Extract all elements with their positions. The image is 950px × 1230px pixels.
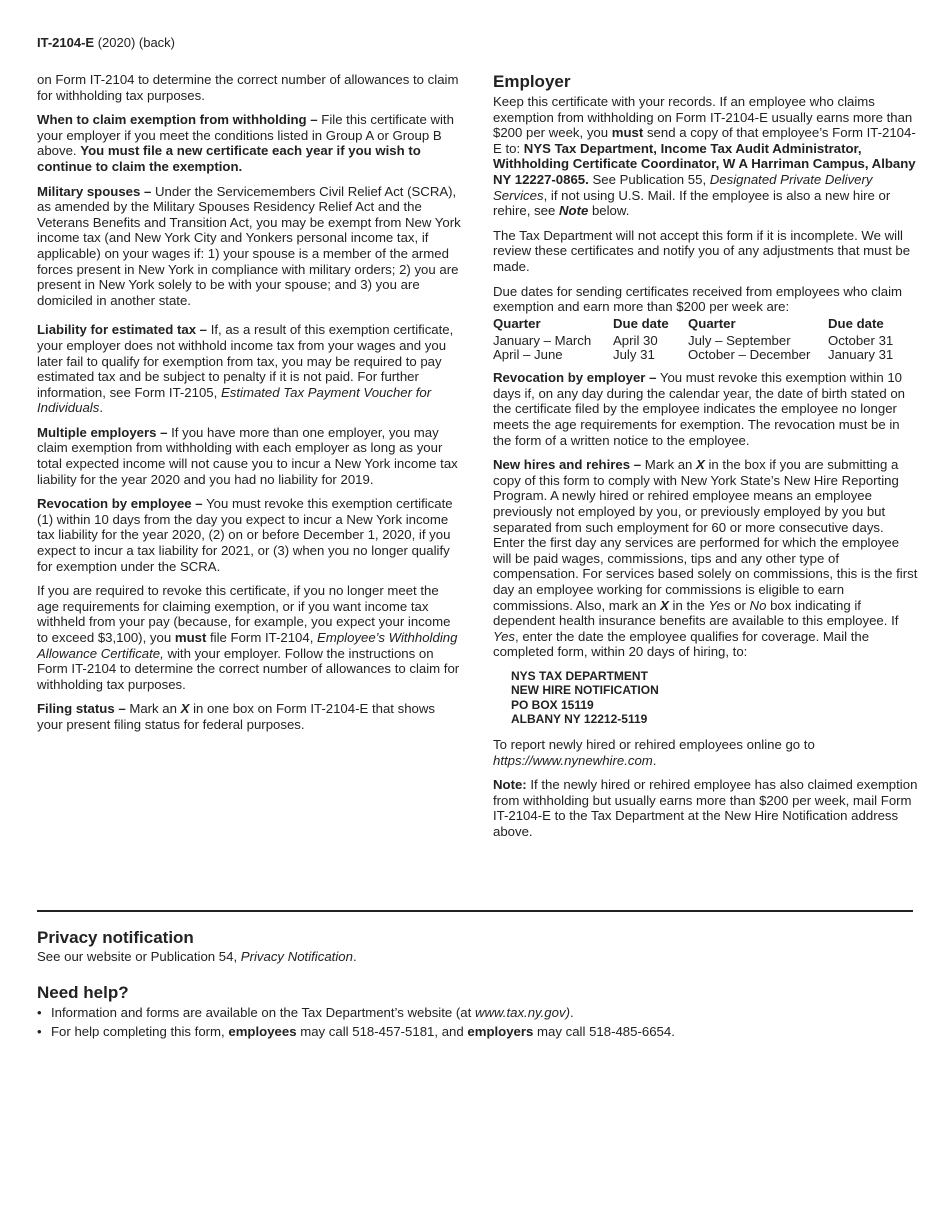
revocation-employee-section <box>37 496 462 574</box>
help-item-1-end: . <box>569 1005 574 1020</box>
col-header-due-date-2: Due date <box>828 315 884 331</box>
employer-must: must <box>611 125 644 141</box>
no-word: No <box>749 597 767 613</box>
new-hires-text-2: in the box if you are submitting a copy of this form to comply with New York State’s New Hire Reporting Program. A newly hired or rehired employee means an employee previously not employed by you, or previously employed by you but separated from such employment for 60 or more consecutive days. Enter the first day any services are performed for which the employee will be paid wages, commissions, tips and any other type of compensation. For services based solely on commissions, this is the first day an employee working for commissions is eligible to earn commissions. Also, mark an <box>493 457 918 613</box>
revocation-employer-label: Revocation by employer – <box>493 370 657 386</box>
new-hires-x-mark-2: X <box>660 597 669 613</box>
liability-end: . <box>99 400 103 416</box>
help-item-1-text: Information and forms are available on the Tax Department’s website (at <box>51 1005 475 1020</box>
when-claim-bold: You must file a new certificate each year if you wish to continue to claim the exemption. <box>37 143 421 174</box>
section-divider <box>37 910 913 912</box>
employer-paragraph <box>493 94 918 219</box>
due-dates-table <box>493 317 918 362</box>
help-item-2-text-1: For help completing this form, <box>51 1024 229 1039</box>
list-item <box>37 1024 913 1040</box>
yes-word: Yes <box>708 597 731 613</box>
table-cell: July – September <box>688 333 791 349</box>
table-cell: April 30 <box>613 333 658 349</box>
online-report-paragraph <box>493 737 918 768</box>
incomplete-paragraph: The Tax Department will not accept this form if it is incomplete. We will review these certificates and notify you of any adjustments that must be made. <box>493 227 911 274</box>
liability-text: If, as a result of this exemption certificate, your employer does not withhold income tax from your wages and you later fail to qualify for exemption from tax, you may be required to pay estimated tax and be subject to penalty if it is not paid. For further information, see Form IT-2105, <box>37 322 454 400</box>
revoke-form-title: Employee’s Withholding Allowance Certificate, <box>37 630 458 661</box>
form-year-side: (2020) (back) <box>94 35 176 50</box>
col-header-due-date-1: Due date <box>613 315 669 331</box>
form-id: IT-2104-E <box>37 35 95 50</box>
revoke-must: must <box>174 630 207 645</box>
filing-status-section <box>37 701 462 732</box>
tax-website-link[interactable]: www.tax.ny.gov) <box>474 1005 570 1020</box>
revoke-text-2: file Form IT-2104, <box>206 630 318 645</box>
filing-label: Filing status – <box>37 701 126 717</box>
military-section <box>37 184 462 309</box>
employer-mail-address: NYS Tax Department, Income Tax Audit Administrator, Withholding Certificate Coordinator, W A Harriman Campus, Albany NY 12227-0865. <box>493 140 916 187</box>
privacy-publication-title: Privacy Notification <box>240 949 353 964</box>
help-item-2-text-3: may call 518-485-6654. <box>533 1024 675 1039</box>
yes-word-2: Yes <box>493 628 515 644</box>
new-hires-text-3: in the <box>668 597 709 613</box>
multiple-employers-section <box>37 425 462 487</box>
table-cell: April – June <box>493 346 563 362</box>
table-cell: July 31 <box>613 346 655 362</box>
help-list <box>37 1005 913 1040</box>
revocation-employer-section <box>493 370 918 448</box>
list-item <box>37 1005 913 1021</box>
privacy-text <box>37 949 913 965</box>
military-text: Under the Servicemembers Civil Relief Act (SCRA), as amended by the Military Spouses Residency Relief Act and the Veterans Benefits and Transition Act, you may be exempt from New York income tax (and New York City and Yonkers personal income tax, if applicable) on your wages if: 1) your spouse is a member of the armed forces present in New York in compliance with military orders; 2) you are present in New York solely to be with your spouse; and 3) you are domiciled in another state. <box>37 183 461 308</box>
new-hires-x-mark: X <box>696 457 705 473</box>
military-label: Military spouses – <box>37 183 152 199</box>
note-label: Note: <box>493 777 527 793</box>
employer-heading: Employer <box>493 72 571 91</box>
address-line: PO BOX 15119 <box>511 697 594 712</box>
help-heading: Need help? <box>37 983 129 1002</box>
new-hires-label: New hires and rehires – <box>493 457 642 473</box>
note-reference: Note <box>558 203 589 219</box>
employer-text-3: See Publication 55, <box>588 171 710 187</box>
address-line: NYS TAX DEPARTMENT <box>511 668 648 683</box>
table-cell: January – March <box>493 333 592 349</box>
new-hires-text-5: box indicating if dependent health insurance benefits are available to this employee. If <box>493 597 899 629</box>
when-claim-section <box>37 112 462 174</box>
publication-title: Designated Private Delivery Services <box>493 171 873 203</box>
filing-text-2: in one box on Form IT-2104-E that shows your present filing status for federal purposes. <box>37 701 435 732</box>
online-end: . <box>652 752 657 768</box>
privacy-heading: Privacy notification <box>37 928 194 947</box>
employer-text-5: below. <box>588 203 630 219</box>
liability-section <box>37 322 462 416</box>
intro-paragraph: on Form IT-2104 to determine the correct number of allowances to claim for withholding tax purposes. <box>37 72 459 103</box>
new-hires-text-1: Mark an <box>641 457 697 473</box>
revoke-paragraph <box>37 583 462 692</box>
filing-x-mark: X <box>180 701 190 717</box>
online-text: To report newly hired or rehired employees online go to <box>493 736 815 752</box>
new-hire-mailing-address <box>511 669 918 727</box>
table-cell: October – December <box>688 346 811 362</box>
new-hire-website-link[interactable]: https://www.nynewhire.com <box>493 752 653 768</box>
table-cell: January 31 <box>828 346 894 362</box>
when-claim-text: File this certificate with your employer if you meet the conditions listed in Group A or Group B above. <box>37 112 454 159</box>
filing-text-1: Mark an <box>125 701 181 717</box>
when-claim-label: When to claim exemption from withholding – <box>37 112 318 128</box>
employers-word: employers <box>467 1024 534 1039</box>
privacy-text-main: See our website or Publication 54, <box>37 949 241 964</box>
col-header-quarter-1: Quarter <box>493 315 541 331</box>
new-hires-section <box>493 457 918 660</box>
col-header-quarter-2: Quarter <box>688 315 736 331</box>
employer-text-4: , if not using U.S. Mail. If the employee is also a new hire or rehire, see <box>493 187 891 219</box>
note-text: If the newly hired or rehired employee has also claimed exemption from withholding but usually earns more than $200 per week, mail Form IT-2104-E to the Tax Department at the New Hire Notification address above. <box>493 777 918 839</box>
note-paragraph <box>493 777 918 839</box>
liability-form-title: Estimated Tax Payment Voucher for Individuals <box>37 384 432 416</box>
revocation-employee-text: You must revoke this exemption certificate (1) within 10 days from the day you expect to incur a New York income tax liability for the year 2020, (2) on or before December 1, 2020, if you expect to incur a tax liability for 2021, or (3) when you no longer qualify for exemption under the SCRA. <box>37 496 453 574</box>
table-row <box>493 334 918 348</box>
employer-text-2: send a copy of that employee’s Form IT-2104-E to: <box>493 125 916 156</box>
privacy-end: . <box>352 949 357 964</box>
table-cell: October 31 <box>828 333 894 349</box>
employer-text-1: Keep this certificate with your records. If an employee who claims exemption from withholding on Form IT-2104-E usually earns more than $200 per week, you <box>493 94 913 141</box>
bottom-section <box>37 928 913 1043</box>
revocation-employer-text: You must revoke this exemption within 10 days if, on any day during the calendar year, the date of birth stated on the certificate filed by the employee indicates the employee no longer meets the age requirements for exemption. The revocation must be in the form of a written notice to the employee. <box>493 370 906 448</box>
help-item-2-text-2: may call 518-457-5181, and <box>296 1024 468 1039</box>
address-line: NEW HIRE NOTIFICATION <box>511 683 659 698</box>
address-line: ALBANY NY 12212-5119 <box>511 712 648 727</box>
multiple-label: Multiple employers – <box>37 424 168 440</box>
left-column <box>37 72 462 742</box>
revoke-text-1: If you are required to revoke this certificate, if you no longer meet the age requirements for claiming exemption, or if you want income tax withheld from your pay (because, for example, you expect your income to exceed $3,100), you <box>37 583 451 645</box>
revoke-text-3: with your employer. Follow the instructions on Form IT-2104 to determine the correct number of allowances to claim for withholding tax purposes. <box>37 645 460 692</box>
due-dates-intro: Due dates for sending certificates received from employees who claim exemption and earn more than $200 per week are: <box>493 283 902 315</box>
new-hires-text-6: , enter the date the employee qualifies for coverage. Mail the completed form, within 20 days of hiring, to: <box>493 628 870 660</box>
new-hires-text-4: or <box>730 597 750 613</box>
right-column <box>493 72 918 848</box>
liability-label: Liability for estimated tax – <box>37 322 208 338</box>
due-table-header-row <box>493 317 918 335</box>
revocation-employee-label: Revocation by employee – <box>37 496 203 512</box>
multiple-text: If you have more than one employer, you may claim exemption from withholding with each employer as long as your total expected income will not cause you to incur a New York income tax liability for the year 2020 and you had no liability for 2019. <box>37 424 458 487</box>
page-header <box>37 35 175 51</box>
employees-word: employees <box>228 1024 297 1039</box>
table-row <box>493 348 918 362</box>
